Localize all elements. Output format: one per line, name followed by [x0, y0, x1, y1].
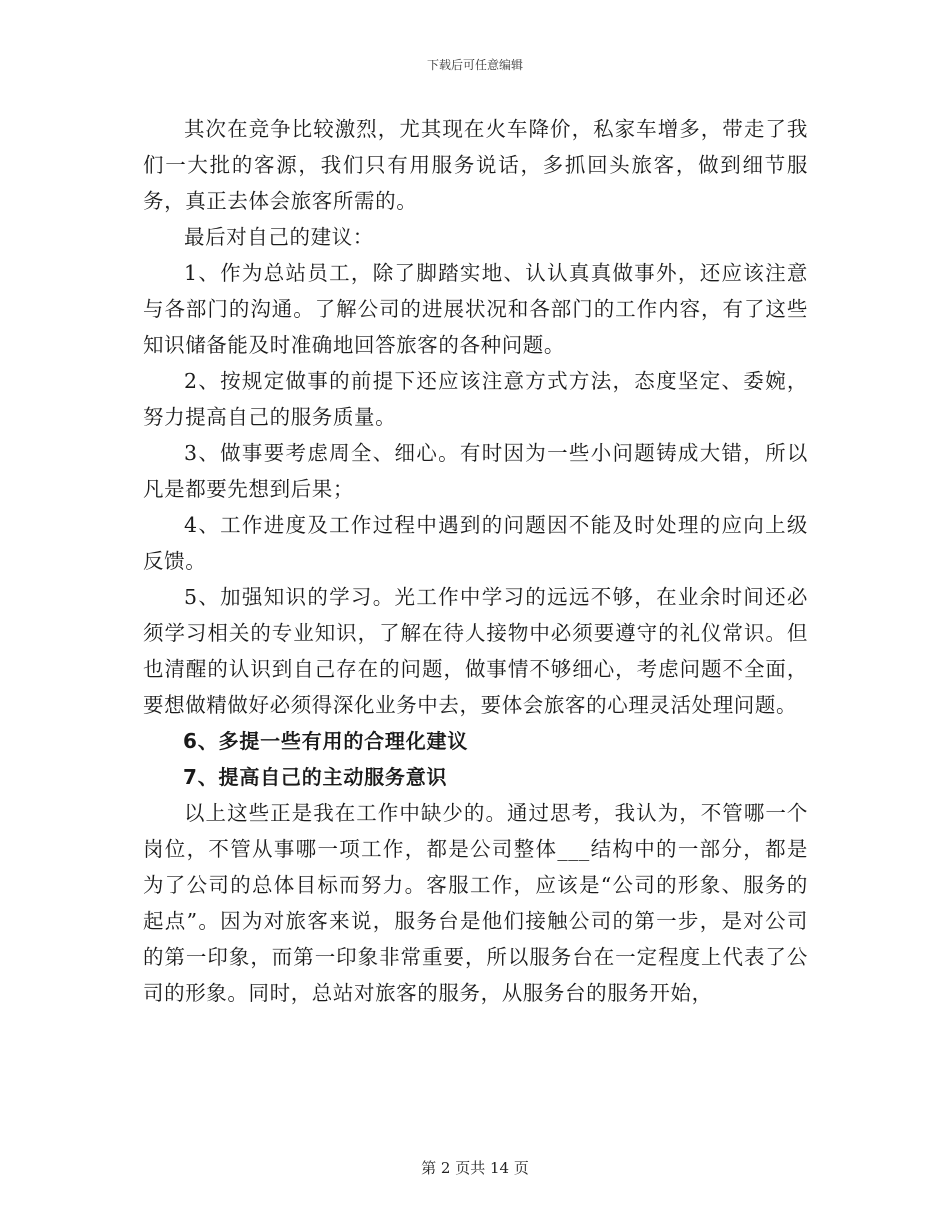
paragraph-suggestion-4: 4、工作进度及工作过程中遇到的问题因不能及时处理的应向上级反馈。: [143, 513, 808, 573]
document-body: [143, 111, 808, 1011]
paragraph-suggestion-3: 3、做事要考虑周全、细心。有时因为一些小问题铸成大错，所以凡是都要先想到后果；: [143, 441, 808, 501]
paragraph-suggestion-1: 1、作为总站员工，除了脚踏实地、认认真真做事外，还应该注意与各部门的沟通。了解公司的进展状况和各部门的工作内容，有了这些知识储备能及时准确地回答旅客的各种问题。: [143, 261, 808, 357]
paragraph-suggestion-5: 5、加强知识的学习。光工作中学习的远远不够，在业余时间还必须学习相关的专业知识，了解在待人接物中必须要遵守的礼仪常识。但也清醒的认识到自己存在的问题，做事情不够细心，考虑问题不全面，要想做精做好必须得深化业务中去，要体会旅客的心理灵活处理问题。: [143, 585, 808, 717]
page-header-note: 下载后可任意编辑: [426, 58, 523, 72]
page-number: 第 2 页共 14 页: [421, 1159, 529, 1177]
paragraph-suggestion-2: 2、按规定做事的前提下还应该注意方式方法，态度坚定、委婉，努力提高自己的服务质量。: [143, 369, 808, 429]
paragraph-suggestion-6: 6、多提一些有用的合理化建议: [183, 729, 469, 753]
paragraph-conclusion: 以上这些正是我在工作中缺少的。通过思考，我认为，不管哪一个岗位，不管从事哪一项工作，都是公司整体___结构中的一部分，都是为了公司的总体目标而努力。客服工作，应该是“公司的形象、服务的起点”。因为对旅客来说，服务台是他们接触公司的第一步，是对公司的第一印象，而第一印象非常重要，所以服务台在一定程度上代表了公司的形象。同时，总站对旅客的服务，从服务台的服务开始，: [143, 801, 808, 1005]
paragraph-suggestion-7: 7、提高自己的主动服务意识: [183, 765, 448, 789]
paragraph-suggestions-heading: 最后对自己的建议：: [184, 225, 374, 249]
paragraph-competition: 其次在竞争比较激烈，尤其现在火车降价，私家车增多，带走了我们一大批的客源，我们只有用服务说话，多抓回头旅客，做到细节服务，真正去体会旅客所需的。: [143, 117, 808, 213]
